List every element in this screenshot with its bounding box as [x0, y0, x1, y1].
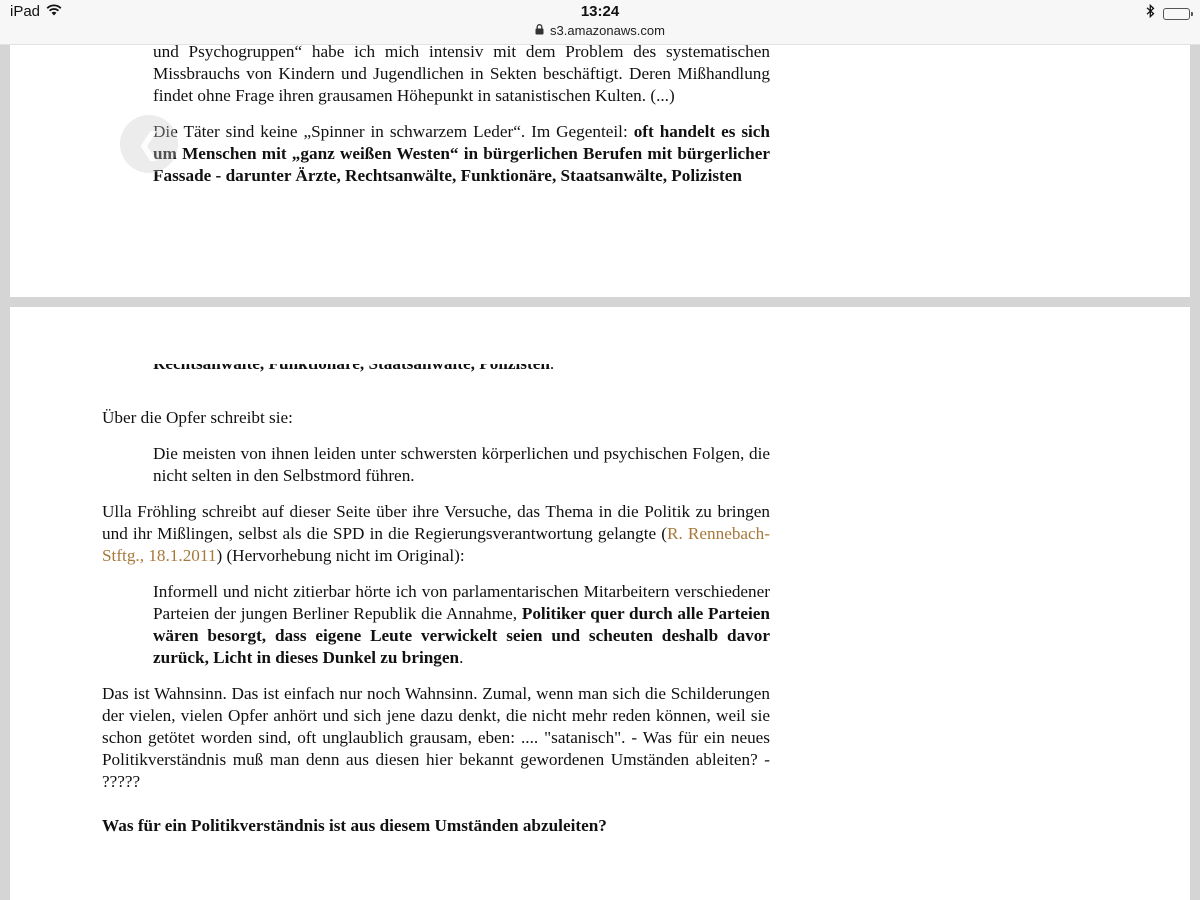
page-content: [102, 45, 770, 201]
clock: 13:24: [580, 3, 620, 20]
pdf-page-current: [10, 307, 1190, 900]
pdf-page-previous: [10, 45, 1190, 297]
intro-victims: Über die Opfer schreibt sie:: [102, 408, 293, 427]
quote-text-plain: Informell und nicht zitierbar hörte ich von parlamentarischen Mitarbeitern verschiedener Parteien der jungen Berliner Republik die Annahme,: [153, 582, 770, 623]
quote-text-bold: oft handelt es sich um Menschen mit „ganz weißen Westen“ in bürgerlichen Berufen mit bürgerlicher Fassade - darunter Ärzte, Rechtsanwälte, Funktionäre, Staatsanwälte, Polizisten: [153, 122, 770, 185]
quote-informell: [153, 581, 770, 669]
cut-line: [102, 364, 503, 386]
page-top-margin: [10, 307, 1190, 364]
para-froehling: [102, 501, 770, 567]
page-content: [102, 407, 770, 851]
para-wahnsinn: Das ist Wahnsinn. Das ist einfach nur noch Wahnsinn. Zumal, wenn man sich die Schilderungen der vielen, vielen Opfer anhört und sich jene dazu denkt, die nicht mehr reden können, weil sie schon getötet worden sind, oft unglaublich grausam, eben: .... "satanisch". - Was für ein neues Politikverständnis muß man denn aus diesen hier bekannt gewordenen Umständen ableiten? - ?????: [102, 684, 770, 791]
lock-icon: [535, 23, 544, 38]
quote-victims: Die meisten von ihnen leiden unter schwersten körperlichen und psychischen Folgen, die nicht selten in den Selbstmord führen.: [153, 444, 770, 485]
quote-text-end: .: [459, 648, 464, 667]
status-right: [1146, 4, 1190, 23]
address-bar[interactable]: [0, 23, 1200, 38]
para-text: Ulla Fröhling schreibt auf dieser Seite über ihre Versuche, das Thema in die Politik zu bringen und ihr Mißlingen, selbst als die SPD in die Regierungsverantwortung gelangte (: [102, 502, 770, 543]
quote-text: und Psychogruppen“ habe ich mich intensiv mit dem Problem des systematischen Missbrauchs von Kindern und Jugendlichen in Sekten beschäftigt. Deren Mißhandlung findet ohne Frage ihren grausamen Höhepunkt in satanistischen Kulten. (...): [153, 45, 770, 105]
para-text-end: ) (Hervorhebung nicht im Original):: [216, 546, 465, 565]
section-heading: Was für ein Politikverständnis ist aus diesem Umständen abzuleiten?: [102, 816, 607, 835]
source-link[interactable]: R. Rennebach-Stftg., 18.1.2011: [102, 524, 771, 565]
back-arrow-icon[interactable]: ❮: [120, 115, 178, 173]
quote-text-plain: Die Täter sind keine „Spinner in schwarzem Leder“. Im Gegenteil:: [153, 122, 634, 141]
quote-taeter: [153, 121, 770, 187]
url-text: s3.amazonaws.com: [550, 23, 665, 38]
bluetooth-icon: [1146, 4, 1155, 23]
device-name: iPad: [10, 3, 41, 20]
battery-icon: [1163, 8, 1190, 20]
quote-sekten: [153, 45, 770, 107]
status-bar: [0, 0, 1200, 45]
quote-text-bold: Politiker quer durch alle Parteien wären besorgt, dass eigene Leute verwickelt seien und scheuten deshalb davor zurück, Licht in dieses Dunkel zu bringen: [153, 604, 770, 667]
